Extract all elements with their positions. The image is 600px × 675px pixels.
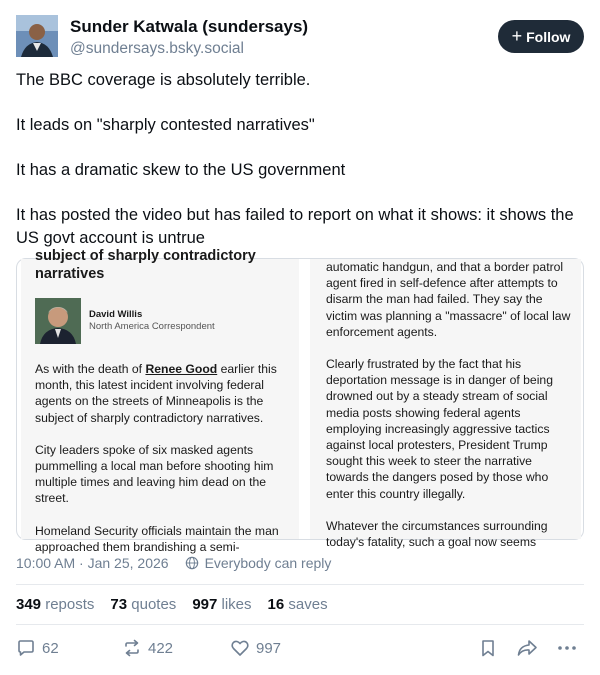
reply-count: 62 [42, 639, 59, 657]
divider [16, 584, 584, 585]
post-actions [16, 638, 584, 662]
article-screenshot-left[interactable] [21, 248, 299, 554]
byline-role: North America Correspondent [89, 321, 215, 332]
bookmark-icon [478, 638, 498, 658]
article-heading [35, 247, 287, 283]
article-text: As with the death of [35, 362, 146, 376]
post-text [16, 69, 586, 249]
globe-icon [185, 556, 199, 570]
post-paragraph: The BBC coverage is absolutely terrible. [16, 71, 311, 89]
repost-count: 422 [148, 639, 174, 657]
article-screenshot-right[interactable] [310, 259, 581, 550]
author-avatar[interactable] [16, 15, 58, 57]
post-meta [16, 555, 331, 571]
likes-count: 997 [192, 596, 218, 613]
byline-photo [35, 298, 81, 344]
post-paragraph: It leads on "sharply contested narratives" [16, 116, 315, 134]
follow-button[interactable] [498, 20, 584, 53]
reposts-stat[interactable] [16, 596, 94, 613]
post-paragraph: It has posted the video but has failed to report on what it shows: it shows the US govt account is untrue [16, 206, 574, 247]
follow-label: Follow [526, 28, 571, 45]
byline-name: David Willis [89, 309, 143, 320]
article-paragraph [35, 361, 287, 426]
repost-button[interactable] [122, 638, 173, 658]
bookmark-button[interactable] [478, 638, 498, 658]
likes-stat[interactable] [192, 596, 251, 613]
quotes-stat[interactable] [110, 596, 176, 613]
article-paragraph: Homeland Security officials maintain the man approached them brandishing a semi- [35, 523, 279, 554]
article-byline [35, 295, 287, 347]
reposts-count: 349 [16, 596, 42, 613]
more-icon [556, 638, 578, 658]
post-timestamp[interactable]: 10:00 AM · Jan 25, 2026 [16, 555, 169, 571]
article-paragraph: Whatever the circumstances surrounding today's fatality, such a goal now seems [326, 518, 548, 550]
quotes-count: 73 [110, 596, 128, 613]
divider [16, 624, 584, 625]
reply-button[interactable] [16, 638, 59, 658]
author-info [70, 17, 308, 59]
reply-icon [16, 638, 36, 658]
saves-count: 16 [267, 596, 285, 613]
share-button[interactable] [516, 638, 538, 658]
likes-label: likes [221, 596, 252, 613]
article-link: Renee Good [145, 362, 218, 376]
reply-setting: Everybody can reply [204, 555, 332, 571]
author-display-name[interactable]: Sunder Katwala (sundersays) [70, 17, 309, 36]
post-stats [16, 596, 328, 613]
embed-divider [299, 259, 310, 539]
quotes-label: quotes [131, 596, 177, 613]
repost-icon [122, 638, 142, 658]
plus-icon: + [511, 26, 523, 46]
post-header [16, 15, 584, 61]
reposts-label: reposts [45, 596, 95, 613]
article-heading-line: narratives [35, 266, 105, 282]
article-paragraph: automatic handgun, and that a border patrol agent fired in self-defence after attempts to disarm the man had failed. They say the victim was planning a "massacre" of local law enforcement agents. [326, 260, 571, 339]
article-text: earlier this month, this latest incident involving federal agents on the streets of Minneapolis is the subject of sharply contradictory narratives. [35, 362, 277, 425]
article-paragraph: City leaders spoke of six masked agents pummelling a local man before shooting him multiple times and leaving him dead on the street. [35, 442, 274, 506]
saves-label: saves [288, 596, 328, 613]
saves-stat[interactable] [268, 596, 328, 613]
article-heading-line: subject of sharply contradictory [35, 248, 256, 264]
like-button[interactable] [230, 638, 281, 658]
article-paragraph: Clearly frustrated by the fact that his deportation message is in danger of being drowned out by a steady stream of social media posts showing federal agents employing increasingly aggressive tactics against local protesters, President Trump sought this week to steer the narrative towards the dangers posed by those who enter this country illegally. [326, 357, 553, 501]
heart-icon [230, 638, 250, 658]
like-count: 997 [256, 639, 282, 657]
image-embed[interactable] [16, 248, 584, 554]
more-button[interactable] [556, 638, 578, 658]
post-paragraph: It has a dramatic skew to the US government [16, 161, 346, 179]
share-icon [516, 638, 538, 658]
author-handle[interactable]: @sundersays.bsky.social [70, 40, 244, 57]
